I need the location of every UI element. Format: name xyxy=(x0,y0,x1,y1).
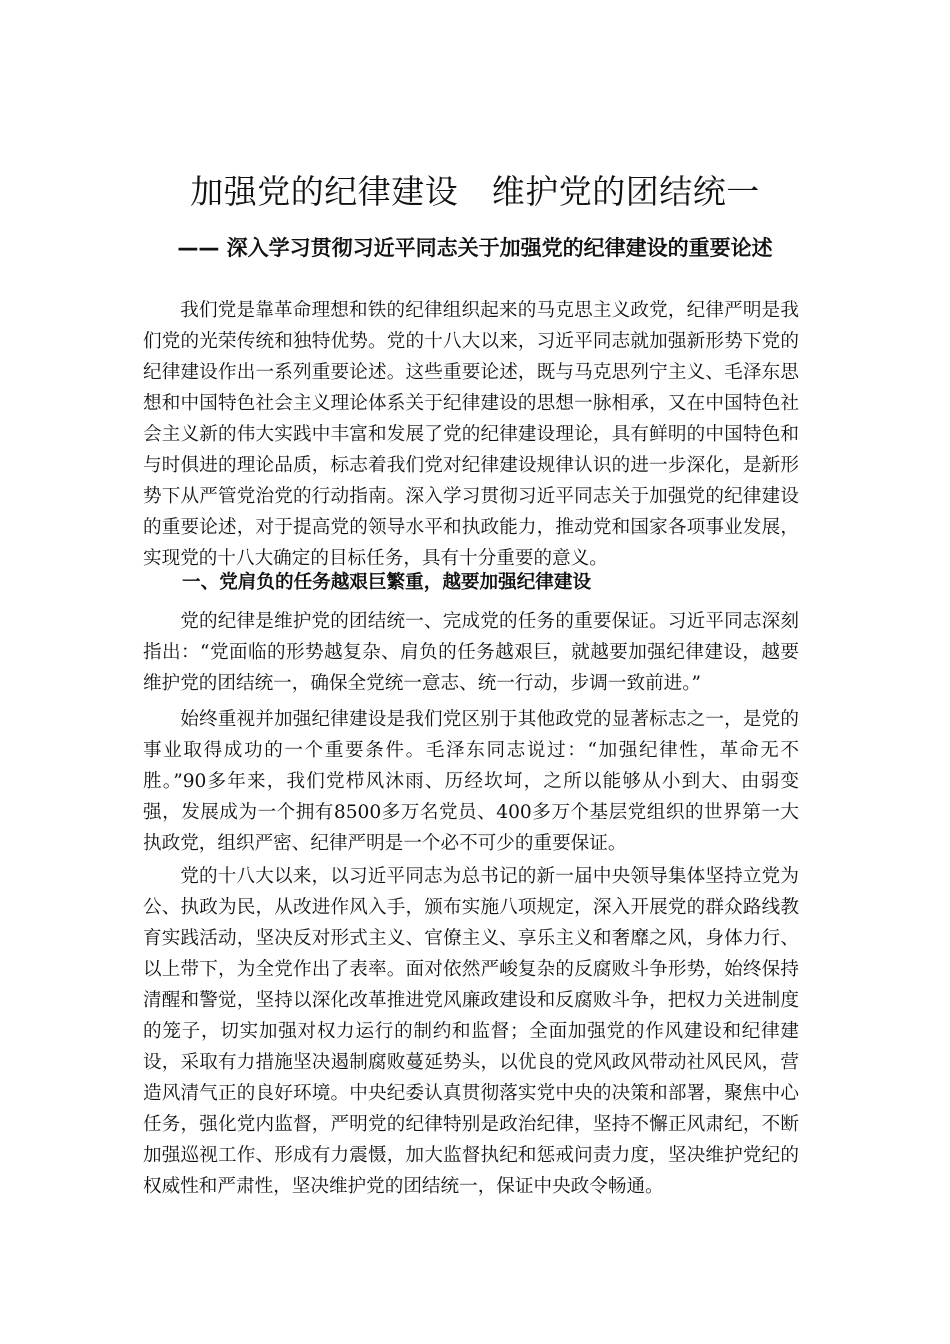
paragraph-block-3 xyxy=(143,704,799,859)
document-title: 加强党的纪律建设 维护党的团结统一 xyxy=(190,172,760,211)
body-paragraph: 党的十八大以来，以习近平同志为总书记的新一届中央领导集体坚持立党为公、执政为民，从改进作风入手，颁布实施八项规定，深入开展党的群众路线教育实践活动，坚决反对形式主义、官僚主义、享乐主义和奢靡之风，身体力行、以上带下，为全党作出了表率。面对依然严峻复杂的反腐败斗争形势，始终保持清醒和警觉，坚持以深化改革推进党风廉政建设和反腐败斗争，把权力关进制度的笼子，切实加强对权力运行的制约和监督；全面加强党的作风建设和纪律建设，采取有力措施坚决遏制腐败蔓延势头，以优良的党风政风带动社风民风，营造风清气正的良好环境。中央纪委认真贯彻落实党中央的决策和部署，聚焦中心任务，强化党内监督，严明党的纪律特别是政治纪律，坚持不懈正风肃纪，不断加强巡视工作、形成有力震慑，加大监督执纪和惩戒问责力度，坚决维护党纪的权威性和严肃性，坚决维护党的团结统一，保证中央政令畅通。 xyxy=(143,866,799,1197)
intro-paragraph-block xyxy=(143,295,799,574)
section-heading: 一、党肩负的任务越艰巨繁重，越要加强纪律建设 xyxy=(182,572,592,593)
paragraph-block-2 xyxy=(143,606,799,699)
intro-paragraph: 我们党是靠革命理想和铁的纪律组织起来的马克思主义政党，纪律严明是我们党的光荣传统和独特优势。党的十八大以来，习近平同志就加强新形势下党的纪律建设作出一系列重要论述。这些重要论述，既与马克思列宁主义、毛泽东思想和中国特色社会主义理论体系关于纪律建设的思想一脉相承，又在中国特色社会主义新的伟大实践中丰富和发展了党的纪律建设理论，具有鲜明的中国特色和与时俱进的理论品质，标志着我们党对纪律建设规律认识的进一步深化，是新形势下从严管党治党的行动指南。深入学习贯彻习近平同志关于加强党的纪律建设的重要论述，对于提高党的领导水平和执政能力，推动党和国家各项事业发展，实现党的十八大确定的目标任务，具有十分重要的意义。 xyxy=(143,300,799,569)
body-paragraph: 党的纪律是维护党的团结统一、完成党的任务的重要保证。习近平同志深刻指出：“党面临的形势越复杂、肩负的任务越艰巨，就越要加强纪律建设，越要维护党的团结统一，确保全党统一意志、统一行动，步调一致前进。” xyxy=(143,611,799,694)
paragraph-block-4 xyxy=(143,861,799,1202)
body-paragraph: 始终重视并加强纪律建设是我们党区别于其他政党的显著标志之一，是党的事业取得成功的一个重要条件。毛泽东同志说过：“加强纪律性，革命无不胜。”90多年来，我们党栉风沐雨、历经坎坷，之所以能够从小到大、由弱变强，发展成为一个拥有8500多万名党员、400多万个基层党组织的世界第一大执政党，组织严密、纪律严明是一个必不可少的重要保证。 xyxy=(143,709,799,854)
document-subtitle: —— 深入学习贯彻习近平同志关于加强党的纪律建设的重要论述 xyxy=(177,236,773,260)
